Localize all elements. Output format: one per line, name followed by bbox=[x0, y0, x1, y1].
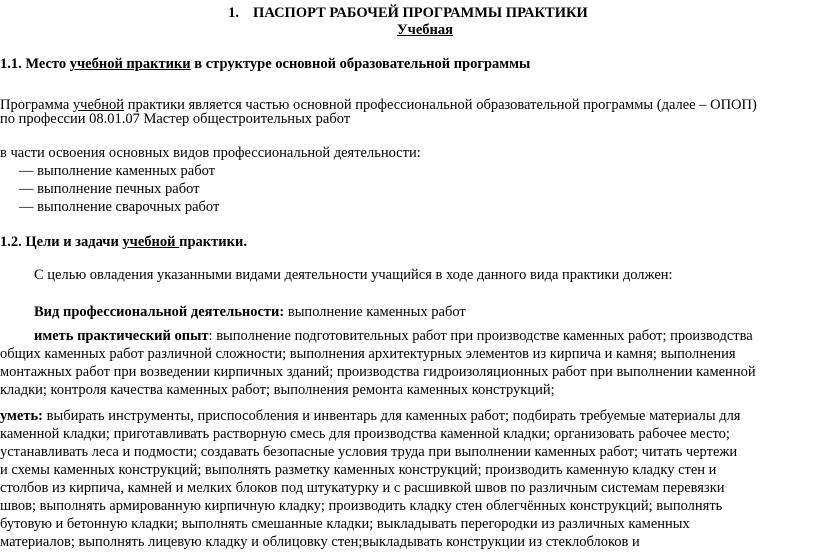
goals-paragraph: С целью овладения указанными видами деятельности учащийся в ходе данного вида практики должен: bbox=[34, 267, 673, 283]
title-text: ПАСПОРТ РАБОЧЕЙ ПРОГРАММЫ ПРАКТИКИ bbox=[253, 5, 588, 21]
program-paragraph-line-1: Программа учебной практики является частью основной профессиональной образовательной программы (далее – ОПОП) bbox=[0, 97, 757, 113]
experience-line-4: кладки; контроля качества каменных работ; выполнения ремонта каменных конструкций; bbox=[0, 382, 555, 398]
skills-line-3: устанавливать леса и подмости; создавать безопасные условия труда при выполнении каменных работ; читать чертежи bbox=[0, 444, 738, 460]
skills-line-5: столбов из кирпича, камней и мелких блоков под штукатурку и с расшивкой швов по различным системам перевязки bbox=[0, 480, 725, 496]
skills-line-1: уметь: выбирать инструменты, приспособления и инвентарь для каменных работ; подбирать требуемые материалы для bbox=[0, 408, 741, 424]
activities-intro: в части освоения основных видов профессиональной деятельности: bbox=[0, 145, 421, 161]
skills-line-8: материалов; выполнять лицевую кладку и облицовку стен;выкладывать конструкции из стеклоблоков и bbox=[0, 534, 640, 550]
activity-item: — выполнение сварочных работ bbox=[19, 199, 220, 215]
program-paragraph-line-2: по профессии 08.01.07 Мастер общестроительных работ bbox=[0, 111, 351, 127]
skills-line-7: бутовую и бетонную кладки; выполнять смешанные кладки; выкладывать перегородки из различных каменных bbox=[0, 516, 690, 532]
experience-line-3: монтажных работ при возведении кирпичных зданий; производства гидроизоляционных работ при выполнении каменной bbox=[0, 364, 756, 380]
title-number: 1. bbox=[228, 5, 240, 21]
experience-line-2: общих каменных работ различной сложности; выполнения архитектурных элементов из кирпича и камня; выполнения bbox=[0, 346, 736, 362]
practice-type: Учебная bbox=[397, 22, 453, 38]
section-1-2-heading: 1.2. Цели и задачи учебной практики. bbox=[0, 234, 247, 250]
skills-line-6: швов; выполнять армированную кирпичную кладку; производить кладку стен облегчённых конструкций; выполнять bbox=[0, 498, 723, 514]
activity-type-line: Вид профессиональной деятельности: выполнение каменных работ bbox=[34, 304, 466, 320]
activity-item: — выполнение каменных работ bbox=[19, 163, 216, 179]
skills-line-4: и схемы каменных конструкций; выполнять разметку каменных конструкций; производить каменную кладку стен и bbox=[0, 462, 717, 478]
skills-line-2: каменной кладки; приготавливать растворную смесь для производства каменной кладки; организовать рабочее место; bbox=[0, 426, 730, 442]
activity-item: — выполнение печных работ bbox=[19, 181, 200, 197]
section-1-1-heading: 1.1. Место учебной практики в структуре основной образовательной программы bbox=[0, 56, 531, 72]
experience-line-1: иметь практический опыт: выполнение подготовительных работ при производстве каменных работ; производства bbox=[34, 328, 753, 344]
